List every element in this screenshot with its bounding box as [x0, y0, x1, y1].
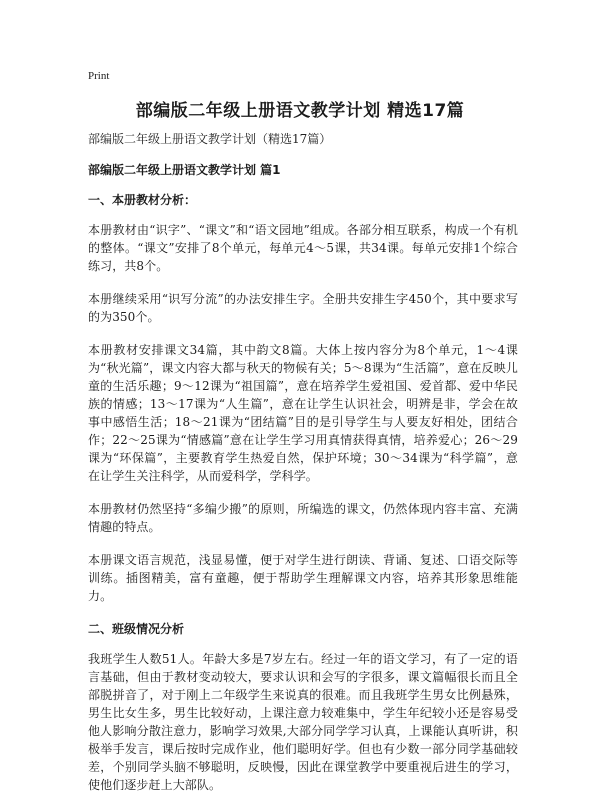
print-link[interactable]: Print — [88, 70, 110, 82]
paragraph: 本册教材安排课文34篇，其中韵文8篇。大体上按内容分为8个单元，1～4课为“秋光篇”，课文内容大都与秋天的物候有关；5～8课为“生活篇”，意在反映儿童的生活乐趣；9～12课为“祖国篇”，意在培养学生爱祖国、爱首都、爱中华民族的情感；13～17课为“人生篇”，意在让学生认识社会，明辨是非，学会在故事中感悟生活；18～21课为“团结篇”目的是引导学生与人要友好相处，团结合作；22～25课为“情感篇”意在让学生学习用真情获得真情，培养爱心；26～29课为“环保篇”，主要教育学生热爱自然，保护环境；30～34课为“科学篇”，意在让学生关注科学，从而爱科学，学科学。 — [88, 343, 518, 483]
section-heading-class-analysis: 二、班级情况分析 — [88, 622, 185, 636]
section-heading-textbook-analysis: 一、本册教材分析： — [88, 193, 197, 207]
document-body — [88, 130, 518, 809]
document-subtitle: 部编版二年级上册语文教学计划（精选17篇） — [88, 132, 332, 146]
paragraph: 本册教材由“识字”、“课文”和“语文园地”组成。各部分相互联系，构成一个有机的整体。“课文”安排了8个单元，每单元4～5课，共34课。每单元安排1个综合练习，共8个。 — [88, 223, 518, 273]
paragraph: 我班学生人数51人。年龄大多是7岁左右。经过一年的语文学习，有了一定的语言基础，但由于教材变动较大，要求认识和会写的字很多，课文篇幅很长而且全部脱拼音了，对于刚上二年级学生来说真的很难。而且我班学生男女比例悬殊，男生比女生多，男生比较好动，上课注意力较难集中，学生年纪较小还是容易受他人影响分散注意力，影响学习效果,大部分同学学习认真，上课能认真听讲，积极举手发言，课后按时完成作业，他们聪明好学。但也有少数一部分同学基础较差，个别同学头脑不够聪明，反映慢，因此在课堂教学中要重视后进生的学习，使他们逐步赶上大部队。 — [88, 652, 518, 792]
article-heading: 部编版二年级上册语文教学计划 篇1 — [88, 163, 281, 177]
document-title: 部编版二年级上册语文教学计划 精选17篇 — [135, 101, 465, 121]
paragraph: 本册继续采用“识写分流”的办法安排生字。全册共安排生字450个，其中要求写的为350个。 — [88, 292, 518, 324]
paragraph: 本册课文语言规范，浅显易懂，便于对学生进行朗读、背诵、复述、口语交际等训练。插图精美，富有童趣，便于帮助学生理解课文内容，培养其形象思维能力。 — [88, 553, 518, 603]
paragraph: 本册教材仍然坚持“多编少搬”的原则，所编选的课文，仍然体现内容丰富、充满情趣的特点。 — [88, 502, 518, 534]
